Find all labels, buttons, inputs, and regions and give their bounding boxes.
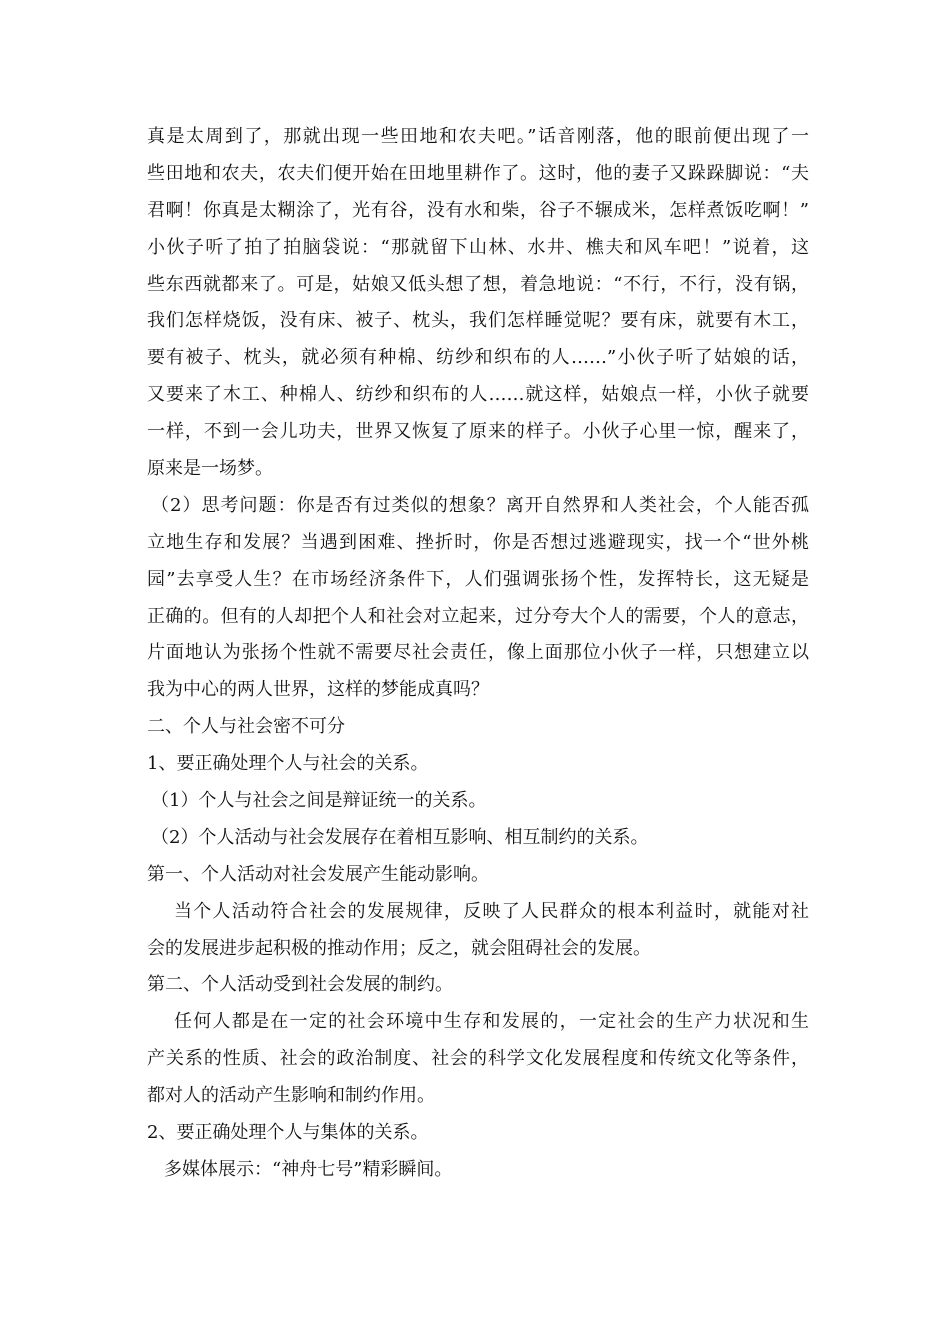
text-line: 产关系的性质、社会的政治制度、社会的科学文化发展程度和传统文化等条件，	[147, 1048, 809, 1070]
text-line: 片面地认为张扬个性就不需要尽社会责任，像上面那位小伙子一样，只想建立以	[147, 642, 809, 664]
section-heading: 二、个人与社会密不可分	[147, 716, 345, 738]
text-line: 些东西就都来了。可是，姑娘又低头想了想，着急地说：“不行，不行，没有锅，	[147, 273, 809, 295]
point-heading: 第二、个人活动受到社会发展的制约。	[147, 974, 453, 996]
text-line: 一样，不到一会儿功夫，世界又恢复了原来的样子。小伙子心里一惊，醒来了，	[147, 421, 809, 443]
text-line: 真是太周到了，那就出现一些田地和农夫吧。”话音刚落，他的眼前便出现了一	[147, 126, 809, 147]
list-item: （1）个人与社会之间是辩证统一的关系。	[151, 790, 487, 812]
question-paragraph-start: （2）思考问题：你是否有过类似的想象？离开自然界和人类社会，个人能否孤	[151, 494, 809, 516]
text-line: 我们怎样烧饭，没有床、被子、枕头，我们怎样睡觉呢？要有床，就要有木工，	[147, 310, 809, 332]
point-heading: 第一、个人活动对社会发展产生能动影响。	[147, 863, 489, 885]
list-item: （2）个人活动与社会发展存在着相互影响、相互制约的关系。	[151, 826, 649, 848]
text-line: 都对人的活动产生影响和制约作用。	[147, 1085, 435, 1107]
text-line: 君啊！你真是太糊涂了，光有谷，没有水和柴，谷子不辗成米，怎样煮饭吃啊！”	[147, 199, 809, 221]
text-line: 要有被子、枕头，就必须有种棉、纺纱和织布的人……”小伙子听了姑娘的话，	[147, 347, 809, 369]
text-line: 会的发展进步起积极的推动作用；反之，就会阻碍社会的发展。	[147, 937, 651, 959]
text-line: 又要来了木工、种棉人、纺纱和织布的人……就这样，姑娘点一样，小伙子就要	[147, 384, 809, 406]
subsection-heading: 2、要正确处理个人与集体的关系。	[147, 1122, 429, 1144]
text-line: 立地生存和发展？当遇到困难、挫折时，你是否想过逃避现实，找一个“世外桃	[147, 531, 809, 553]
paragraph-start: 任何人都是在一定的社会环境中生存和发展的，一定社会的生产力状况和生	[174, 1011, 809, 1033]
text-line: 些田地和农夫，农夫们便开始在田地里耕作了。这时，他的妻子又跺跺脚说：“夫	[147, 162, 809, 184]
text-line: 园”去享受人生？在市场经济条件下，人们强调张扬个性，发挥特长，这无疑是	[147, 568, 809, 590]
multimedia-note: 多媒体展示：“神舟七号”精彩瞬间。	[164, 1158, 453, 1180]
text-line: 原来是一场梦。	[147, 458, 273, 480]
paragraph-start: 当个人活动符合社会的发展规律，反映了人民群众的根本利益时，就能对社	[174, 900, 809, 922]
subsection-heading: 1、要正确处理个人与社会的关系。	[147, 753, 429, 775]
text-line: 正确的。但有的人却把个人和社会对立起来，过分夸大个人的需要，个人的意志，	[147, 605, 809, 627]
text-line: 我为中心的两人世界，这样的梦能成真吗？	[147, 679, 489, 701]
body-text	[147, 119, 809, 1189]
text-line: 小伙子听了拍了拍脑袋说：“那就留下山林、水井、樵夫和风车吧！”说着，这	[147, 236, 809, 258]
